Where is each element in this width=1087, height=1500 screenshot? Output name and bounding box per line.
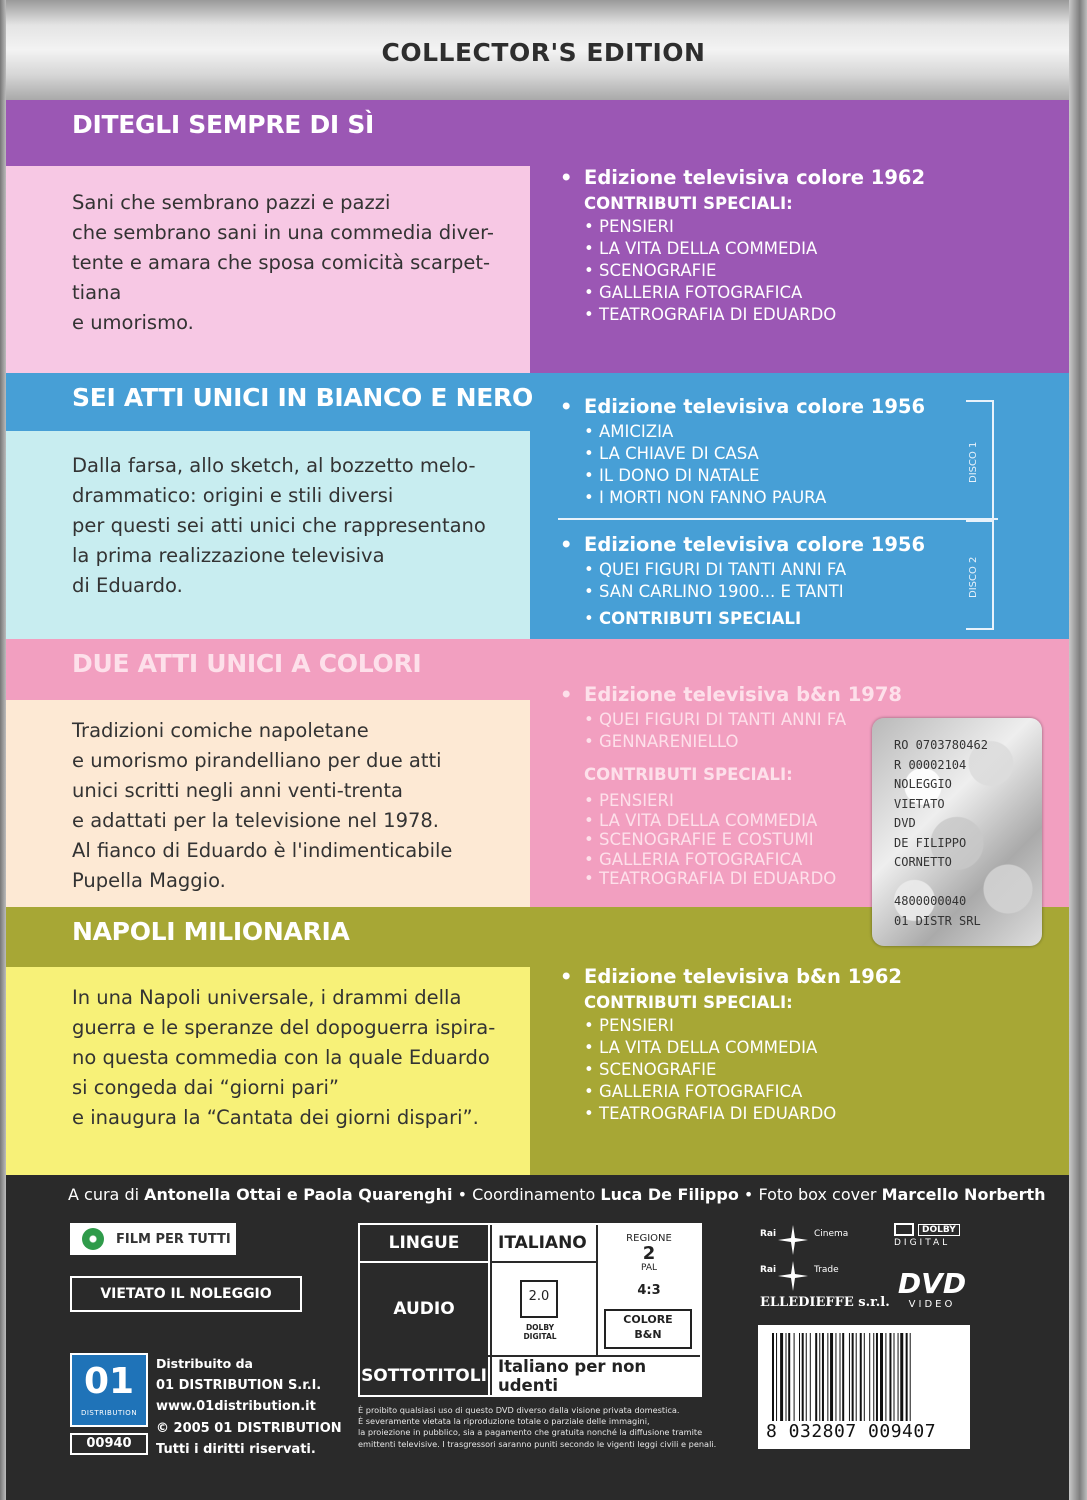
- sottotitoli-value: Italiano per non udenti: [498, 1357, 647, 1395]
- description-line: che sembrano sani in una commedia diver-: [72, 221, 494, 244]
- barcode-bars: [772, 1333, 958, 1421]
- barcode-bar: [906, 1333, 908, 1421]
- description-line: e umorismo.: [72, 311, 194, 334]
- edition-line: • Edizione televisiva colore 1962: [558, 164, 998, 192]
- barcode-bar: [860, 1333, 862, 1421]
- disc-separator: [558, 518, 998, 520]
- rating-label: FILM PER TUTTI: [116, 1231, 231, 1247]
- description-line: di Eduardo.: [72, 574, 183, 597]
- description-line: tiana: [72, 281, 122, 304]
- barcode-bar: [806, 1333, 807, 1421]
- list-item: • QUEI FIGURI DI TANTI ANNI FA: [558, 559, 998, 581]
- barcode-bar: [810, 1333, 811, 1421]
- barcode-number: 8 032807 009407: [766, 1421, 937, 1442]
- description-box: [6, 166, 530, 373]
- rai-star-icon: [778, 1225, 808, 1255]
- dolby-dd-icon: [894, 1223, 914, 1236]
- description-box: [6, 700, 530, 907]
- section-ditegli-sempre-di-si: [6, 100, 1069, 373]
- barcode-bar: [794, 1333, 795, 1421]
- rai-trade-logo: Rai: [760, 1265, 777, 1275]
- lingue-label: LINGUE: [360, 1225, 488, 1261]
- barcode-bar: [776, 1333, 777, 1421]
- distributor-info: Distribuito da 01 DISTRIBUTION S.r.l. www.01distribution.it © 2005 01 DISTRIBUTION Tutti i diritti riservati.: [156, 1356, 342, 1457]
- credits-line: A cura di Antonella Ottai e Paola Quarenghi • Coordinamento Luca De Filippo • Foto box cover Marcello Norberth: [68, 1185, 1046, 1204]
- footer-panel: [6, 1175, 1069, 1500]
- description-text: [72, 983, 522, 1133]
- silver-header-band: [0, 0, 1087, 100]
- description-line: Dalla farsa, allo sketch, al bozzetto melo-: [72, 454, 476, 477]
- list-item: • TEATROGRAFIA DI EDUARDO: [558, 304, 998, 326]
- barcode-bar: [802, 1333, 804, 1421]
- description-line: drammatico: origini e stili diversi: [72, 484, 394, 507]
- barcode-bar: [910, 1333, 911, 1421]
- edition-line: • Edizione televisiva b&n 1978: [558, 681, 998, 709]
- description-line: Pupella Maggio.: [72, 869, 226, 892]
- description-line: e inaugura la “Cantata dei giorni dispari”.: [72, 1106, 479, 1129]
- regione-label: REGIONE: [626, 1233, 672, 1244]
- barcode-bar: [842, 1333, 844, 1421]
- disc-2-list: [558, 531, 998, 630]
- barcode-bar: [898, 1333, 899, 1421]
- product-code: 00940: [70, 1433, 148, 1455]
- barcode: [758, 1325, 970, 1449]
- description-line: e umorismo pirandelliano per due atti: [72, 749, 442, 772]
- barcode-bar: [815, 1333, 817, 1421]
- 01-distribution-logo: 01 DISTRIBUTION: [70, 1353, 148, 1427]
- barcode-bar: [840, 1333, 841, 1421]
- rai-cinema-logo: Rai: [760, 1229, 777, 1239]
- barcode-bar: [835, 1333, 836, 1421]
- barcode-bar: [772, 1333, 774, 1421]
- description-box: [6, 431, 530, 639]
- list-item: • SAN CARLINO 1900... E TANTI: [558, 581, 998, 603]
- barcode-bar: [876, 1333, 878, 1421]
- description-line: e adattati per la televisione nel 1978.: [72, 809, 440, 832]
- section-title: DUE ATTI UNICI A COLORI: [72, 649, 422, 678]
- section-title: SEI ATTI UNICI IN BIANCO E NERO: [72, 383, 533, 412]
- description-text: [72, 716, 522, 896]
- color-label: COLORE B&N: [623, 1313, 673, 1341]
- extras-heading: CONTRIBUTI SPECIALI:: [584, 765, 793, 784]
- list-item: • I MORTI NON FANNO PAURA: [558, 487, 998, 509]
- list-item: • LA CHIAVE DI CASA: [558, 443, 998, 465]
- description-line: unici scritti negli anni venti-trenta: [72, 779, 403, 802]
- collectors-edition-title: COLLECTOR'S EDITION: [381, 38, 706, 67]
- barcode-bar: [894, 1333, 895, 1421]
- disc-1-label: DISCO 1: [968, 441, 979, 483]
- barcode-bar: [819, 1333, 820, 1421]
- description-box: [6, 967, 530, 1175]
- list-item: • SCENOGRAFIE: [558, 260, 998, 282]
- description-line: In una Napoli universale, i drammi della: [72, 986, 462, 1009]
- description-line: guerra e le speranze del dopoguerra ispira-: [72, 1016, 496, 1039]
- edition-line: • Edizione televisiva colore 1956: [558, 531, 998, 559]
- extras-heading: CONTRIBUTI SPECIALI:: [584, 194, 793, 213]
- audio-label: AUDIO: [360, 1263, 488, 1355]
- barcode-bar: [900, 1333, 903, 1421]
- list-item: • TEATROGRAFIA DI EDUARDO: [558, 1103, 998, 1125]
- list-item: • LA VITA DELLA COMMEDIA: [558, 1037, 998, 1059]
- list-item: • GALLERIA FOTOGRAFICA: [558, 850, 998, 870]
- description-line: la prima realizzazione televisiva: [72, 544, 385, 567]
- list-item: • LA VITA DELLA COMMEDIA: [558, 811, 998, 831]
- list-item: • LA VITA DELLA COMMEDIA: [558, 238, 998, 260]
- barcode-bar: [788, 1333, 790, 1421]
- table-divider: [490, 1225, 492, 1395]
- audio-dolby-logo: DOLBY DIGITAL: [523, 1323, 557, 1341]
- description-line: no questa commedia con la quale Eduardo: [72, 1046, 490, 1069]
- contents-list: [558, 963, 998, 1125]
- sticker-text: RO 0703780462 R 00002104 NOLEGGIO VIETATO DVD DE FILIPPO CORNETTO 4800000040 01 DISTR SRL: [894, 738, 988, 928]
- barcode-bar: [889, 1333, 891, 1421]
- list-item: • GALLERIA FOTOGRAFICA: [558, 282, 998, 304]
- cinema-label: Cinema: [814, 1229, 849, 1239]
- edition-line: • Edizione televisiva colore 1956: [558, 393, 998, 421]
- barcode-bar: [852, 1333, 854, 1421]
- description-text: [72, 188, 522, 338]
- left-edge-shadow: [0, 0, 6, 1500]
- section-title: DITEGLI SEMPRE DI SÌ: [72, 110, 375, 139]
- barcode-bar: [849, 1333, 850, 1421]
- rai-star-icon: [778, 1261, 808, 1291]
- list-item: • SCENOGRAFIE E COSTUMI: [558, 830, 998, 850]
- sottotitoli-label: SOTTOTITOLI: [360, 1357, 488, 1395]
- siae-hologram-sticker: [872, 718, 1042, 946]
- extras-heading: CONTRIBUTI SPECIALI:: [584, 993, 793, 1012]
- regione-value: 2: [642, 1243, 656, 1264]
- list-item: • AMICIZIA: [558, 421, 998, 443]
- barcode-bar: [827, 1333, 828, 1421]
- barcode-bar: [856, 1333, 857, 1421]
- barcode-bar: [880, 1333, 883, 1421]
- legal-notice: È proibito qualsiasi uso di questo DVD diverso dalla visione privata domestica. È severamente vietata la riproduzione totale o parziale delle immagini, la proiezione in pubblico, sia a pagamento che gratuita nonché la diffusione tramite emittenti televisive. I trasgressori saranno puniti secondo le vigenti leggi civili e penali.: [358, 1405, 717, 1449]
- dolby-digital-logo: DOLBY DIGITAL: [894, 1223, 970, 1251]
- list-item: • PENSIERI: [558, 1015, 998, 1037]
- barcode-bar: [885, 1333, 886, 1421]
- list-item: • CONTRIBUTI SPECIALI: [558, 608, 998, 630]
- section-napoli-milionaria: [6, 907, 1069, 1175]
- barcode-bar: [780, 1333, 783, 1421]
- list-item: • PENSIERI: [558, 216, 998, 238]
- description-text: [72, 451, 522, 601]
- barcode-bar: [869, 1333, 870, 1421]
- table-divider: [490, 1261, 596, 1263]
- aspect-ratio: 4:3: [637, 1283, 661, 1298]
- trade-label: Trade: [814, 1265, 839, 1275]
- elledieffe-logo: ELLEDIEFFE s.r.l.: [760, 1295, 890, 1310]
- list-item: • SCENOGRAFIE: [558, 1059, 998, 1081]
- technical-specs-table: [358, 1223, 702, 1397]
- table-divider: [360, 1355, 700, 1357]
- video-format: PAL: [640, 1263, 658, 1273]
- section-sei-atti-unici: [6, 373, 1069, 639]
- barcode-bar: [873, 1333, 874, 1421]
- edition-line: • Edizione televisiva b&n 1962: [558, 963, 998, 991]
- disc-2-label: DISCO 2: [968, 556, 979, 598]
- list-item: • IL DONO DI NATALE: [558, 465, 998, 487]
- audio-channels: 2.0: [528, 1289, 550, 1304]
- barcode-bar: [822, 1333, 824, 1421]
- vietato-noleggio-box: VIETATO IL NOLEGGIO: [70, 1276, 302, 1312]
- section-title: NAPOLI MILIONARIA: [72, 917, 350, 946]
- barcode-bar: [864, 1333, 865, 1421]
- list-item: • PENSIERI: [558, 791, 998, 811]
- description-line: Tradizioni comiche napoletane: [72, 719, 369, 742]
- description-line: tente e amara che sposa comicità scarpet-: [72, 251, 491, 274]
- description-line: si congeda dai “giorni pari”: [72, 1076, 339, 1099]
- dvd-video-logo: DVD VIDEO: [897, 1267, 967, 1310]
- contents-list: [558, 164, 998, 326]
- list-item: • QUEI FIGURI DI TANTI ANNI FA: [558, 709, 998, 731]
- barcode-bar: [799, 1333, 800, 1421]
- list-item: • GENNARENIELLO: [558, 731, 998, 753]
- barcode-bar: [786, 1333, 787, 1421]
- lingue-value: ITALIANO: [498, 1233, 587, 1253]
- description-line: Al fianco di Eduardo è l'indimenticabile: [72, 839, 453, 862]
- right-edge-shadow: [1069, 0, 1087, 1500]
- film-per-tutti-badge: [70, 1223, 236, 1255]
- disc-1-list: [558, 393, 998, 509]
- barcode-bar: [830, 1333, 833, 1421]
- list-item: • TEATROGRAFIA DI EDUARDO: [558, 869, 998, 889]
- description-line: Sani che sembrano pazzi e pazzi: [72, 191, 391, 214]
- list-item: • GALLERIA FOTOGRAFICA: [558, 1081, 998, 1103]
- description-line: per questi sei atti unici che rappresentano: [72, 514, 486, 537]
- rating-icon: [82, 1228, 104, 1250]
